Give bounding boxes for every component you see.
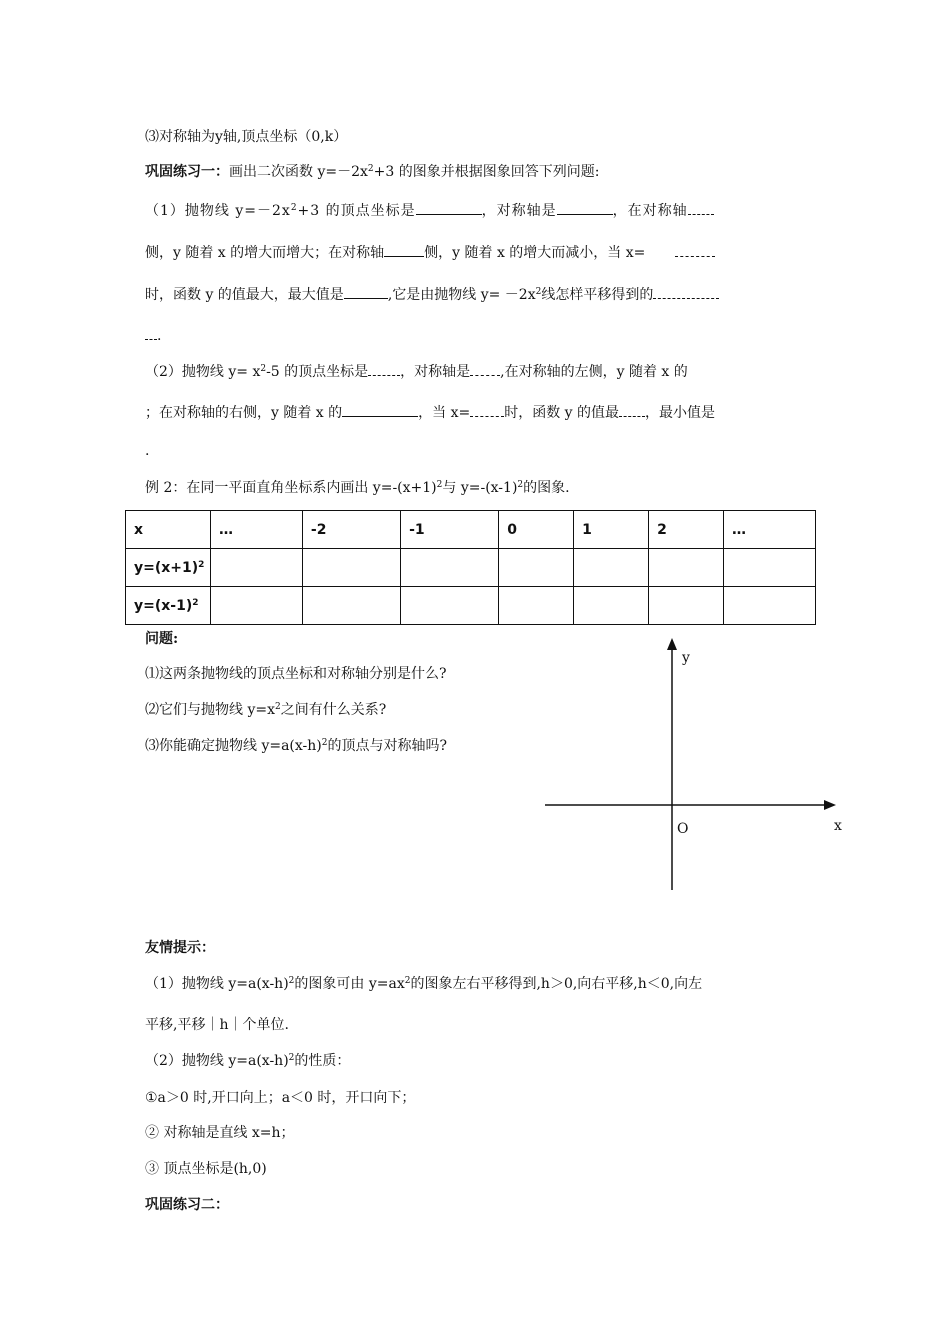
- axis-blank[interactable]: [557, 200, 613, 215]
- x-axis-arrow: [824, 800, 836, 810]
- table-cell[interactable]: [649, 587, 724, 625]
- translation-blank[interactable]: [653, 284, 719, 299]
- table-cell: 1: [574, 511, 649, 549]
- table-row: [126, 587, 816, 625]
- table-cell: …: [211, 511, 303, 549]
- coordinate-axes: [540, 632, 850, 894]
- tip-4: ② 对称轴是直线 x=h；: [145, 1125, 295, 1141]
- row-label: $y=(x-1)^2$: [126, 587, 211, 625]
- table-cell[interactable]: [724, 587, 816, 625]
- table-header-row: [126, 511, 816, 549]
- table-cell[interactable]: [211, 549, 303, 587]
- table-cell[interactable]: [211, 587, 303, 625]
- table-cell[interactable]: [499, 549, 574, 587]
- table-cell[interactable]: [401, 587, 499, 625]
- table-cell: 0: [499, 511, 574, 549]
- table-cell: -2: [302, 511, 400, 549]
- question-3: ⑶你能确定抛物线 $y=a(x-h)^2$的顶点与对称轴吗?: [145, 738, 448, 754]
- practice1-q1-row3: 时，函数 y 的值最大，最大值是 ,它是由抛物线 $y= -2x^2$线怎样平移得到的: [145, 284, 719, 304]
- axis-vertex-note: ⑶对称轴为y轴,顶点坐标（0,k）: [145, 129, 348, 145]
- table-cell[interactable]: [302, 587, 400, 625]
- value-table: [125, 510, 816, 625]
- table-cell[interactable]: [574, 587, 649, 625]
- question-2: ⑵它们与抛物线 $y=x^2$之间有什么关系?: [145, 702, 387, 718]
- practice2-title: 巩固练习二：: [145, 1197, 229, 1213]
- practice1-q2-row3: .: [145, 443, 150, 459]
- table-cell[interactable]: [401, 549, 499, 587]
- side-blank-1[interactable]: [688, 200, 714, 215]
- tip-5: ③ 顶点坐标是(h,0): [145, 1161, 267, 1177]
- tip-1: （1）抛物线 $y=a(x-h)^2$的图象可由 $y=ax^2$的图象左右平移得到,h＞0,向右平移,h＜0,向左: [145, 976, 703, 992]
- side-blank-2[interactable]: [384, 242, 424, 257]
- table-row: [126, 549, 816, 587]
- table-cell[interactable]: [574, 549, 649, 587]
- x-value-blank[interactable]: [675, 242, 715, 257]
- practice1-title: 巩固练习一：: [145, 164, 229, 180]
- practice1-intro: 巩固练习一：画出二次函数 $y=-2x^2+3$ 的图象并根据图象回答下列问题:: [145, 164, 600, 180]
- translation-blank-cont[interactable]: [145, 325, 157, 340]
- table-cell[interactable]: [649, 549, 724, 587]
- y-axis-label: y: [682, 650, 690, 666]
- practice1-q1-row2: 侧，y 随着 x 的增大而增大；在对称轴 侧，y 随着 x 的增大而减小，当 x=: [145, 242, 715, 262]
- table-cell[interactable]: [302, 549, 400, 587]
- table-cell[interactable]: [499, 587, 574, 625]
- practice1-q2-row2: ；在对称轴的右侧，y 随着 x 的 ，当 x= 时，函数 y 的值最 ，最小值是: [145, 402, 715, 422]
- tip-2: （2）抛物线 $y=a(x-h)^2$的性质：: [145, 1053, 351, 1069]
- vertex-blank[interactable]: [416, 200, 482, 215]
- questions-title: 问题:: [145, 631, 179, 647]
- x-axis-label: x: [834, 818, 842, 834]
- example2: 例 2：在同一平面直角坐标系内画出 $y=-(x+1)^2$与 $y=-(x-1)^2$的图象.: [145, 480, 570, 496]
- table-cell: x: [126, 511, 211, 549]
- q2-vertex-blank[interactable]: [368, 361, 400, 376]
- q2-change-blank[interactable]: [342, 402, 418, 417]
- y-axis-arrow: [667, 638, 677, 650]
- q2-extreme-blank[interactable]: [619, 402, 645, 417]
- question-1: ⑴这两条抛物线的顶点坐标和对称轴分别是什么?: [145, 666, 447, 682]
- practice1-q1-row4: .: [145, 325, 161, 345]
- table-cell: 2: [649, 511, 724, 549]
- q2-x-blank[interactable]: [470, 402, 504, 417]
- max-value-blank[interactable]: [344, 284, 388, 299]
- row-label: $y=(x+1)^2$: [126, 549, 211, 587]
- tip-1-cont: 平移,平移｜h｜个单位.: [145, 1017, 289, 1033]
- table-cell: …: [724, 511, 816, 549]
- tips-title: 友情提示：: [145, 940, 215, 956]
- practice1-q1-row1: （1）抛物线 $y=-2x^2+3$ 的顶点坐标是 ，对称轴是 ，在对称轴: [145, 200, 714, 220]
- table-cell[interactable]: [724, 549, 816, 587]
- tip-3: ①a＞0 时,开口向上；a＜0 时，开口向下；: [145, 1090, 416, 1106]
- origin-label: O: [677, 821, 689, 837]
- q2-axis-blank[interactable]: [470, 361, 500, 376]
- table-cell: -1: [401, 511, 499, 549]
- practice1-q2-row1: （2）抛物线 $y= x^2-5$ 的顶点坐标是 ，对称轴是 ,在对称轴的左侧，y 随着 x 的: [145, 361, 688, 381]
